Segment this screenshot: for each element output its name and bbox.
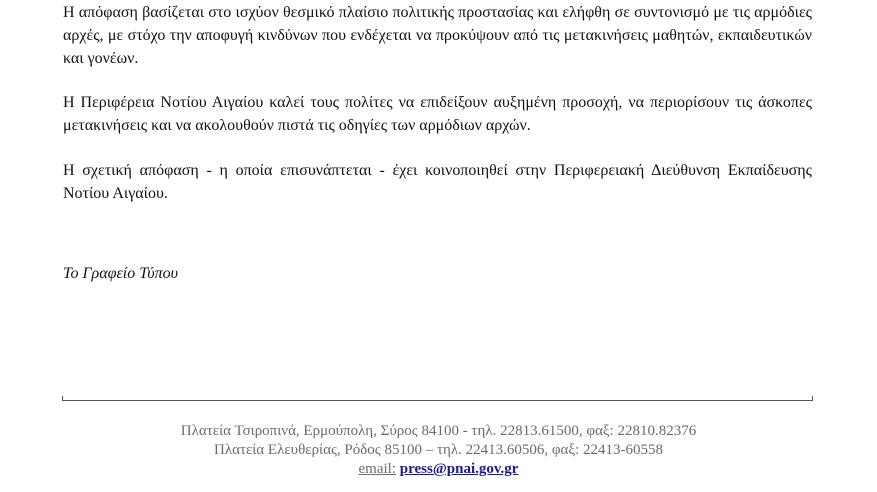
- press-office-signature: Το Γραφείο Τύπου: [63, 265, 178, 282]
- email-label: email:: [358, 461, 397, 477]
- footer-address-rhodes: Πλατεία Ελευθερίας, Ρόδος 85100 – τηλ. 22413.60506, φαξ: 22413-60558: [213, 442, 663, 458]
- paragraph-citizen-advice: Η Περιφέρεια Νοτίου Αιγαίου καλεί τους πολίτες να επιδείξουν αυξημένη προσοχή, να περιορίσουν τις άσκοπες μετακινήσεις και να ακολουθούν πιστά τις οδηγίες των αρμόδιων αρχών.: [63, 94, 812, 134]
- email-link[interactable]: press@pnai.gov.gr: [399, 461, 519, 477]
- paragraph-notification: Η σχετική απόφαση - η οποία επισυνάπτεται - έχει κοινοποιηθεί στην Περιφερειακή Διεύθυνση Εκπαίδευσης Νοτίου Αιγαίου.: [63, 162, 812, 202]
- paragraph-decision-basis: Η απόφαση βασίζεται στο ισχύον θεσμικό πλαίσιο πολιτικής προστασίας και ελήφθη σε συντονισμό με τις αρμόδιες αρχές, με στόχο την αποφυγή κινδύνων που ενδέχεται να προκύψουν από τις μετακινήσεις μαθητών, εκπαιδευτικών και γονέων.: [63, 4, 812, 67]
- footer-address-syros: Πλατεία Τσιροπινά, Ερμούπολη, Σύρος 84100 - τηλ. 22813.61500, φαξ: 22810.82376: [180, 423, 697, 439]
- footer-divider: [62, 400, 813, 401]
- footer-email-line: [0, 459, 877, 479]
